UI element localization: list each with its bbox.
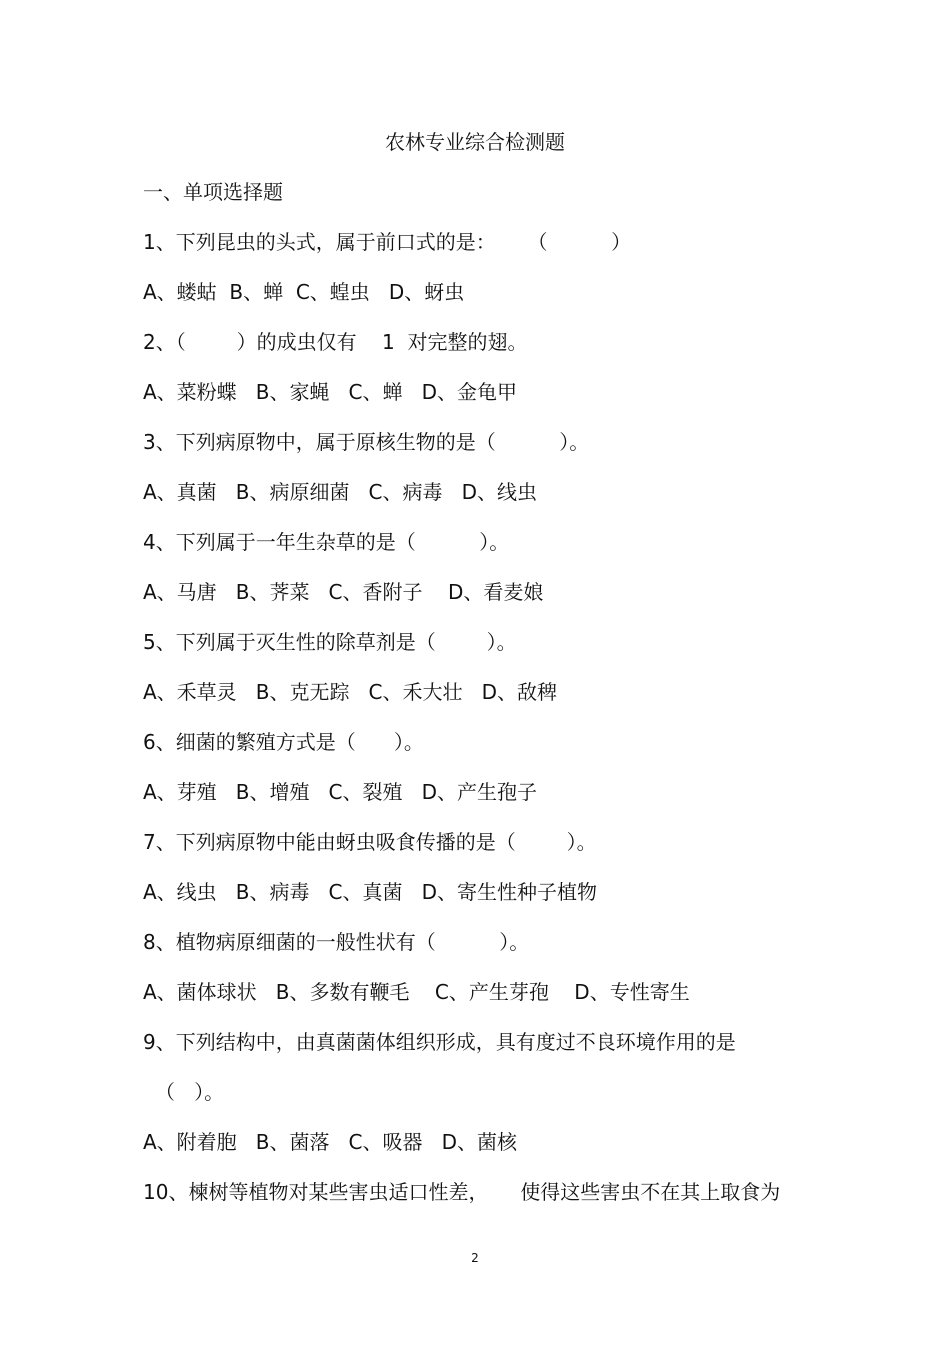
question-10: 10、楝树等植物对某些害虫适口性差， 使得这些害虫不在其上取食为 [143, 1180, 781, 1204]
options-7: A、线虫 B、病毒 C、真菌 D、寄生性种子植物 [143, 880, 597, 904]
question-8: 8、植物病原细菌的一般性状有（ ）。 [143, 930, 530, 954]
question-6: 6、细菌的繁殖方式是（ ）。 [143, 730, 424, 754]
document-title: 农林专业综合检测题 [385, 130, 565, 154]
question-9-continued: （ ）。 [155, 1080, 225, 1104]
options-9: A、附着胞 B、菌落 C、吸器 D、菌核 [143, 1130, 517, 1154]
options-2: A、菜粉蝶 B、家蝇 C、蝉 D、金龟甲 [143, 380, 517, 404]
question-1: 1、下列昆虫的头式，属于前口式的是： （ ） [143, 230, 632, 254]
question-4: 4、下列属于一年生杂草的是（ ）。 [143, 530, 510, 554]
options-5: A、禾草灵 B、克无踪 C、禾大壮 D、敌稗 [143, 680, 557, 704]
document-body [143, 176, 823, 1226]
question-7: 7、下列病原物中能由蚜虫吸食传播的是（ ）。 [143, 830, 597, 854]
options-8: A、菌体球状 B、多数有鞭毛 C、产生芽孢 D、专性寄生 [143, 980, 690, 1004]
question-5: 5、下列属于灭生性的除草剂是（ ）。 [143, 630, 517, 654]
section-heading: 一、单项选择题 [143, 180, 283, 204]
question-2: 2、（ ）的成虫仅有 1 对完整的翅。 [143, 330, 528, 354]
question-9: 9、下列结构中，由真菌菌体组织形成，具有度过不良环境作用的是 [143, 1030, 736, 1054]
page-number: 2 [471, 1251, 479, 1265]
options-3: A、真菌 B、病原细菌 C、病毒 D、线虫 [143, 480, 537, 504]
question-3: 3、下列病原物中，属于原核生物的是（ ）。 [143, 430, 590, 454]
options-1: A、蝼蛄 B、蝉 C、蝗虫 D、蚜虫 [143, 280, 465, 304]
options-6: A、芽殖 B、增殖 C、裂殖 D、产生孢子 [143, 780, 537, 804]
options-4: A、马唐 B、荠菜 C、香附子 D、看麦娘 [143, 580, 544, 604]
